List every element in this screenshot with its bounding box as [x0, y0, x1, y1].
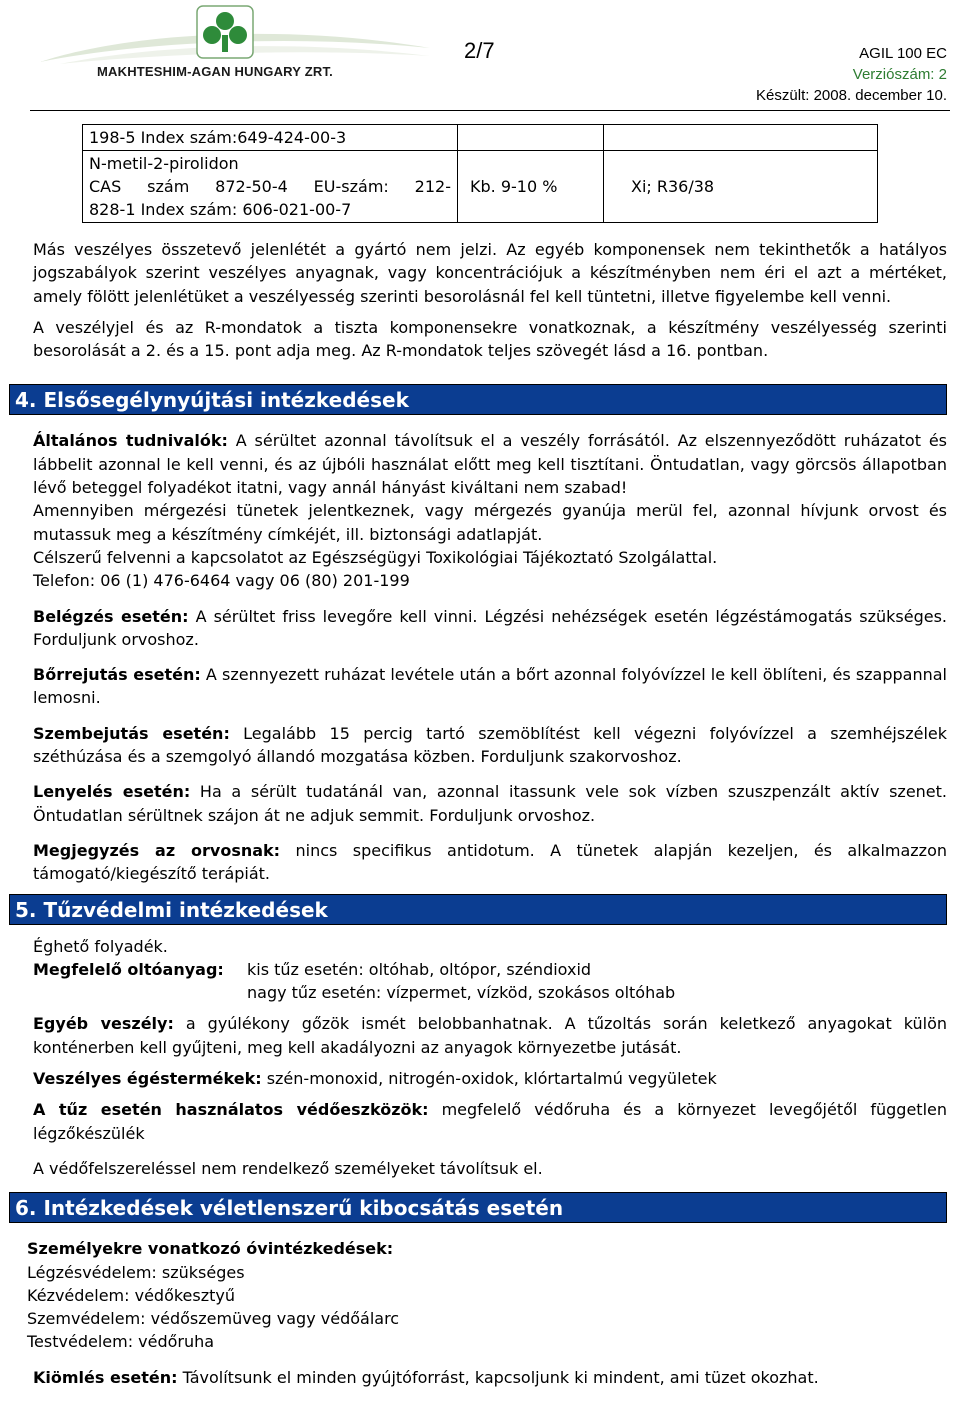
text: Ha a sérült tudatánál van, azonnal itassunk vele sok vízben szuszpenzált aktív szenet. Öntudatlan sérültnek szájon át ne adjuk semmit. Forduljunk orvoshoz. — [33, 782, 948, 825]
paragraph: A veszélyjel és az R-mondatok a tiszta komponensekre vonatkoznak, a készítmény veszélyesség szerinti besorolását a 2. és a 15. pont adja meg. Az R-mondatok teljes szövegét lásd a 16. pontban. — [33, 317, 947, 361]
text: Légzésvédelem: szükséges — [27, 1262, 245, 1282]
label: Egyéb veszély: — [33, 1014, 174, 1034]
component-cell — [83, 151, 458, 223]
table-row — [83, 125, 878, 151]
table-row — [83, 151, 878, 223]
company-logo-icon — [40, 4, 430, 66]
label: Veszélyes égéstermékek: — [33, 1069, 262, 1089]
section-header-4: 4. Elsősegélynyújtási intézkedések — [9, 384, 947, 415]
paragraph — [33, 780, 947, 827]
document-meta — [756, 43, 947, 106]
extinguisher-row — [33, 958, 947, 1005]
label: Megfelelő oltóanyag: — [33, 959, 224, 979]
page-number: 2/7 — [464, 38, 495, 63]
paragraph: Más veszélyes összetevő jelenlétét a gyártó nem jelzi. Az egyéb komponensek nem tekinthetők a hatályos jogszabályok szerint veszélyes anyagnak, vagy koncentrációjuk a készítményben nem éri el azt a mértéket, amely fölött jelenlétüket a veszélyesség szerinti besorolásnál fel kell tüntetni, illetve figyelembe kell venni. — [33, 240, 947, 306]
label: Lenyelés esetén: — [33, 782, 191, 802]
label: Személyekre vonatkozó óvintézkedések: — [27, 1239, 394, 1259]
header-divider — [30, 110, 950, 111]
personal-precautions — [27, 1237, 947, 1353]
label: Bőrrejutás esetén: — [33, 665, 201, 685]
paragraph — [33, 429, 947, 499]
text: nincs specifikus antidotum. A tünetek alapján kezeljen, és alkalmazzon támogató/kiegészítő terápiát. — [33, 840, 948, 884]
text: kis tűz esetén: oltóhab, oltópor, széndioxid — [247, 959, 592, 979]
paragraph: Célszerű felvenni a kapcsolatot az Egészségügyi Toxikológiai Tájékoztató Szolgálattal. — [33, 547, 718, 567]
paragraph — [33, 1366, 947, 1389]
document-body — [15, 238, 948, 1389]
text: Távolítsunk el minden gyújtóforrást, kapcsoljunk ki mindent, ami tüzet okozhat. — [177, 1367, 819, 1387]
text: A sérültet friss levegőre kell vinni. Légzési nehézségek esetén légzéstámogatás szükséges. Forduljunk orvoshoz. — [33, 606, 948, 649]
paragraph — [33, 663, 947, 710]
paragraph — [33, 1098, 947, 1145]
product-name: AGIL 100 EC — [859, 45, 947, 62]
paragraph — [33, 1012, 947, 1059]
paragraph — [33, 605, 947, 652]
composition-table — [82, 124, 878, 223]
text: A szennyezett ruházat levétele után a bőrt azonnal folyóvízzel le kell öblíteni, és szappannal lemosni. — [33, 665, 948, 708]
version-number: Verziószám: 2 — [852, 66, 947, 83]
label: Belégzés esetén: — [33, 606, 189, 626]
component-index: 828-1 Index szám: 606-021-00-7 — [89, 200, 352, 219]
table-cell — [604, 125, 878, 151]
extinguisher-list — [247, 958, 675, 1005]
section-header-6: 6. Intézkedések véletlenszerű kibocsátás esetén — [9, 1192, 947, 1223]
label: A tűz esetén használatos védőeszközök: — [33, 1100, 429, 1120]
component-name: N-metil-2-pirolidon — [89, 154, 239, 173]
text: nagy tűz esetén: vízpermet, vízköd, szokásos oltóhab — [247, 983, 676, 1003]
text: szén-monoxid, nitrogén-oxidok, klórtartalmú vegyületek — [261, 1069, 717, 1089]
text: Kézvédelem: védőkesztyű — [27, 1285, 236, 1305]
paragraph: A védőfelszereléssel nem rendelkező személyeket távolítsuk el. — [33, 1158, 543, 1178]
text: Legalább 15 percig tartó szemöblítést kell végezni folyóvízzel a szemhéjszélek széthúzása és a szemgolyó állandó mozgatása közben. Forduljunk szakorvoshoz. — [33, 723, 948, 767]
paragraph — [33, 1067, 947, 1090]
issue-date: Készült: 2008. december 10. — [756, 87, 947, 104]
text: A sérültet azonnal távolítsuk el a veszély forrásától. Az elszennyeződött ruházatot és lábbelit azonnal le kell venni, és az újbóli használat előtt meg kell tisztítani. Öntudatlan, vagy görcsös állapotban lévő beteggel folyadékot itatni, vagy annál hányást kiváltani nem szabad! — [33, 431, 948, 498]
concentration-cell: Kb. 9-10 % — [458, 151, 604, 223]
text: Szemvédelem: védőszemüveg vagy védőálarc — [27, 1309, 400, 1329]
classification-cell: Xi; R36/38 — [604, 151, 878, 223]
table-cell: 198-5 Index szám:649-424-00-3 — [83, 125, 458, 151]
section-header-5: 5. Tűzvédelmi intézkedések — [9, 894, 947, 925]
company-name: MAKHTESHIM-AGAN HUNGARY ZRT. — [97, 64, 333, 79]
paragraph — [27, 1237, 947, 1260]
label: Szembejutás esetén: — [33, 723, 230, 743]
label: Kiömlés esetén: — [33, 1367, 178, 1387]
component-cas: CAS szám 872-50-4 EU-szám: 212- — [89, 177, 451, 196]
paragraph: Amennyiben mérgezési tünetek jelentkeznek, vagy mérgezés gyanúja merül fel, azonnal hívjunk orvost és mutassuk meg a készítmény címkéjét, ill. biztonsági adatlapját. — [33, 501, 947, 544]
paragraph: Éghető folyadék. — [33, 936, 168, 956]
page-header — [0, 0, 960, 110]
paragraph — [33, 839, 947, 886]
paragraph — [33, 722, 947, 769]
table-cell — [458, 125, 604, 151]
paragraph: Telefon: 06 (1) 476-6464 vagy 06 (80) 201-199 — [33, 571, 410, 591]
text: Testvédelem: védőruha — [27, 1332, 215, 1352]
text: megfelelő védőruha és a környezet levegőjétől független légzőkészülék — [33, 1100, 947, 1143]
label: Általános tudnivalók: — [33, 431, 228, 451]
label: Megjegyzés az orvosnak: — [33, 840, 281, 860]
text: a gyúlékony gőzök ismét belobbanhatnak. A tűzoltás során keletkező anyagokat külön konténerben kell gyűjteni, meg kell akadályozni az anyagok környezetbe jutását. — [33, 1014, 948, 1057]
